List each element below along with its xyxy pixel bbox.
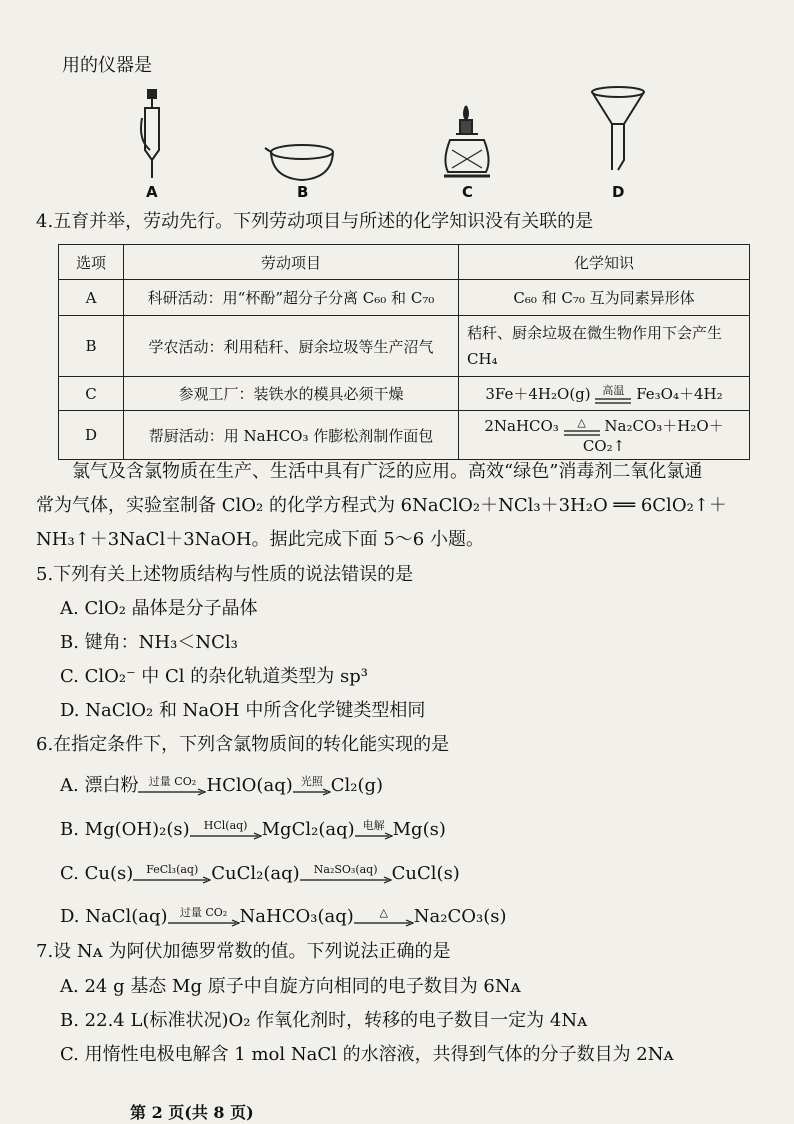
equation-right: Fe₃O₄＋4H₂ [636,384,723,403]
apparatus-illustrations [0,0,794,190]
q6-option-c [60,862,460,886]
passage-line-2: 常为气体，实验室制备 ClO₂ 的化学方程式为 6NaClO₂＋NCl₃＋3H₂O ══ 6ClO₂↑＋ [36,495,727,516]
table-row [59,316,750,377]
arrow-right-icon [138,788,206,796]
q6-option-d [60,905,507,929]
row-option: D [59,411,124,460]
q3-stem-tail: 用的仪器是 [62,55,152,76]
pipette-icon [141,90,159,178]
row-labor: 学农活动：利用秸秆、厨余垃圾等生产沼气 [124,316,459,377]
conversion-arrow [354,907,414,927]
equation-left: 3Fe＋4H₂O(g) [485,384,591,403]
label-d: D [612,183,625,201]
conversion-arrow [168,907,240,927]
row-option: A [59,280,124,316]
condition-text: 高温 [602,383,625,397]
q4-stem: 4.五育并举，劳动先行。下列劳动项目与所述的化学知识没有关联的是 [36,211,594,232]
row-chem: 秸秆、厨余垃圾在微生物作用下会产生 CH₄ [459,316,750,377]
condition-text: Na₂SO₃(aq) [313,863,378,876]
row-chem-equation [459,377,750,411]
q5-option-a: A. ClO₂ 晶体是分子晶体 [60,598,258,619]
passage-line-3: NH₃↑＋3NaCl＋3NaOH。据此完成下面 5～6 小题。 [36,529,484,550]
row-labor: 参观工厂：装铁水的模具必须干燥 [124,377,459,411]
condition-text: 过量 CO₂ [179,906,228,919]
condition-text: △ [577,416,586,429]
double-line-icon [595,397,631,405]
condition-text: 电解 [362,819,385,832]
page-footer: 第 2 页(共 8 页) [130,1103,254,1122]
evaporating-dish-icon [265,145,333,180]
row-option: C [59,377,124,411]
row-labor: 科研活动：用“杯酚”超分子分离 C₆₀ 和 C₇₀ [124,280,459,316]
reaction-condition [564,417,600,437]
start-substance: C. Cu(s) [60,863,134,884]
start-substance: D. NaCl(aq) [60,906,168,927]
table-header-row [59,245,750,280]
mid-substance: HClO(aq) [206,775,293,796]
label-a: A [146,183,158,201]
arrow-right-icon [168,919,240,927]
end-substance: Na₂CO₃(s) [413,906,507,927]
condition-text: HCl(aq) [203,819,248,832]
start-substance: B. Mg(OH)₂(s) [60,819,190,840]
alcohol-lamp-icon [444,106,490,176]
row-labor: 帮厨活动：用 NaHCO₃ 作膨松剂制作面包 [124,411,459,460]
condition-text: △ [379,906,389,919]
table-row [59,280,750,316]
conversion-arrow [190,820,262,840]
reaction-condition [595,385,631,405]
end-substance: Mg(s) [392,819,446,840]
double-line-icon [564,429,600,437]
conversion-arrow [138,776,206,796]
end-substance: CuCl(s) [391,863,460,884]
table-row [59,411,750,460]
arrow-right-icon [354,919,414,927]
q5-option-d: D. NaClO₂ 和 NaOH 中所含化学键类型相同 [60,700,426,721]
label-b: B [297,183,309,201]
row-chem: C₆₀ 和 C₇₀ 互为同素异形体 [459,280,750,316]
arrow-right-icon [190,832,262,840]
conversion-arrow [300,864,392,884]
conversion-arrow [293,776,331,796]
arrow-right-icon [133,876,211,884]
equation-right: Na₂CO₃＋H₂O＋CO₂↑ [582,417,724,455]
row-option: B [59,316,124,377]
row-chem-equation [459,411,750,460]
conversion-arrow [355,820,393,840]
condition-text: 过量 CO₂ [148,775,197,788]
table-row [59,377,750,411]
q5-stem: 5.下列有关上述物质结构与性质的说法错误的是 [36,564,414,585]
mid-substance: NaHCO₃(aq) [239,906,354,927]
header-option: 选项 [59,245,124,280]
mid-substance: MgCl₂(aq) [261,819,355,840]
mid-substance: CuCl₂(aq) [211,863,300,884]
q7-option-a: A. 24 g 基态 Mg 原子中自旋方向相同的电子数目为 6Nᴀ [60,976,521,997]
header-labor: 劳动项目 [124,245,459,280]
q7-option-b: B. 22.4 L(标准状况)O₂ 作氧化剂时，转移的电子数目一定为 4Nᴀ [60,1010,588,1031]
q5-option-c: C. ClO₂⁻ 中 Cl 的杂化轨道类型为 sp³ [60,666,368,687]
label-c: C [462,183,474,201]
q5-option-b: B. 键角：NH₃＜NCl₃ [60,632,238,653]
equation-left: 2NaHCO₃ [484,417,559,435]
passage-line-1: 氯气及含氯物质在生产、生活中具有广泛的应用。高效“绿色”消毒剂二氧化氯通 [72,461,703,482]
end-substance: Cl₂(g) [330,775,384,796]
q6-option-a [60,774,383,798]
condition-text: 光照 [300,775,323,788]
q7-stem: 7.设 Nᴀ 为阿伏加德罗常数的值。下列说法正确的是 [36,941,451,962]
arrow-right-icon [300,876,392,884]
header-chem: 化学知识 [459,245,750,280]
q6-stem: 6.在指定条件下，下列含氯物质间的转化能实现的是 [36,734,450,755]
arrow-right-icon [355,832,393,840]
q6-option-b [60,818,446,842]
q7-option-c: C. 用惰性电极电解含 1 mol NaCl 的水溶液，共得到气体的分子数目为 2Nᴀ [60,1044,674,1065]
funnel-icon [592,87,644,170]
condition-text: FeCl₃(aq) [146,863,199,876]
conversion-arrow [133,864,211,884]
start-substance: A. 漂白粉 [60,775,139,796]
q4-table [58,244,750,460]
arrow-right-icon [293,788,331,796]
